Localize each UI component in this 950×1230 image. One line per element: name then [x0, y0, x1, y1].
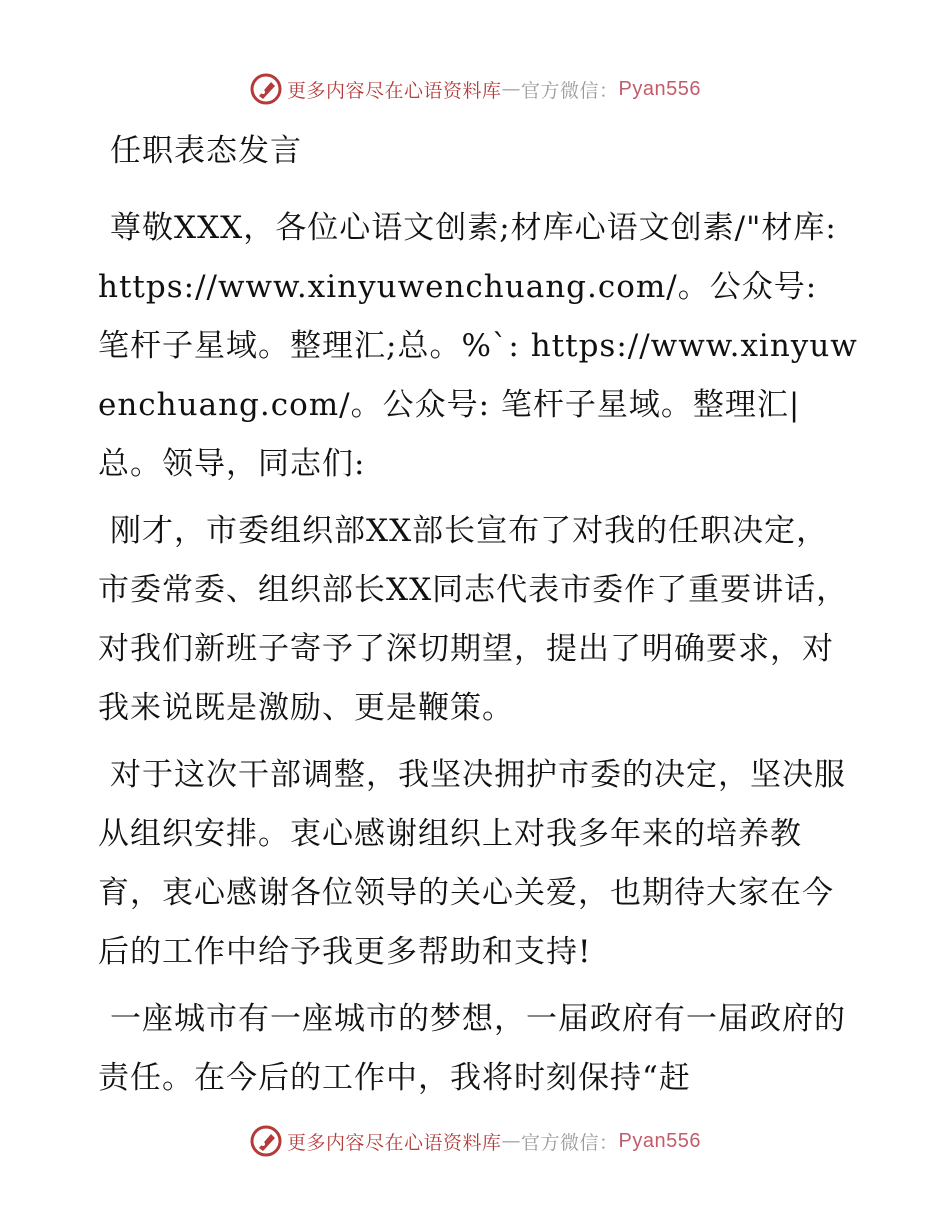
footer-watermark-banner: [0, 1124, 950, 1158]
document-title: 任职表态发言: [110, 133, 302, 169]
paragraph-4: 一座城市有一座城市的梦想，一届政府有一届政府的责任。在今后的工作中，我将时刻保持“赶: [98, 1001, 846, 1096]
header-watermark-banner: [0, 72, 950, 106]
banner-main-text: 更多内容尽在心语资料库: [287, 1131, 502, 1154]
banner-main-text: 更多内容尽在心语资料库: [287, 79, 502, 102]
paragraph-1: 尊敬XXX，各位心语文创素;材库心语文创素/"材库: https://www.xinyuwenchuang.com/。公众号: 笔杆子星域。整理汇;总。%`: https://www.xinyuwenchuang.com/。公众号: 笔杆子星域。整理汇|总。领导，同志们:: [98, 210, 858, 482]
banner-separator: —: [501, 78, 522, 100]
banner-wechat-label: 官方微信：: [521, 1131, 619, 1154]
pen-nib-logo-icon: [249, 72, 283, 106]
paragraph-3: 对于这次干部调整，我坚决拥护市委的决定，坚决服从组织安排。衷心感谢组织上对我多年来的培养教育，衷心感谢各位领导的关心关爱，也期待大家在今后的工作中给予我更多帮助和支持!: [98, 757, 846, 970]
paragraph-2: 刚才，市委组织部XX部长宣布了对我的任职决定，市委常委、组织部长XX同志代表市委作了重要讲话，对我们新班子寄予了深切期望，提出了明确要求，对我来说既是激励、更是鞭策。: [98, 513, 849, 726]
banner-wechat-id: Pyan556: [618, 1129, 701, 1152]
banner-separator: —: [501, 1130, 522, 1152]
banner-wechat-id: Pyan556: [618, 77, 701, 100]
document-body: [98, 122, 858, 1116]
pen-nib-logo-icon: [249, 1124, 283, 1158]
banner-wechat-label: 官方微信：: [521, 79, 619, 102]
